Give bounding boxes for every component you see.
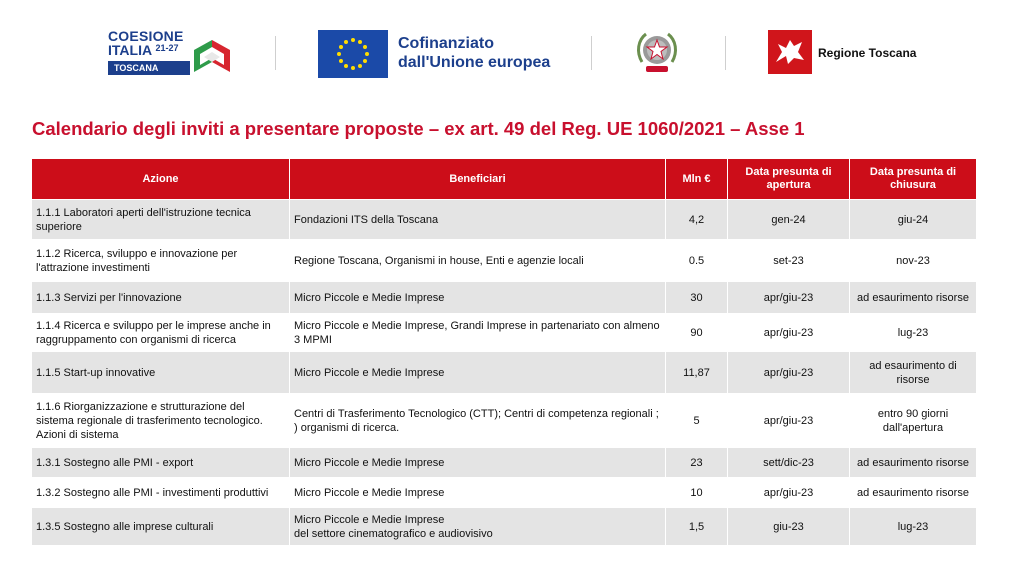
coesione-italia-text: ITALIA bbox=[108, 42, 152, 58]
cell-azione: 1.1.5 Start-up innovative bbox=[32, 352, 290, 394]
cell-beneficiari: Micro Piccole e Medie Imprese del settore cinematografico e audiovisivo bbox=[290, 508, 666, 546]
cell-azione: 1.3.5 Sostegno alle imprese culturali bbox=[32, 508, 290, 546]
cell-azione: 1.1.4 Ricerca e sviluppo per le imprese anche in raggruppamento con organismi di ricerca bbox=[32, 314, 290, 352]
cell-azione: 1.1.1 Laboratori aperti dell'istruzione tecnica superiore bbox=[32, 200, 290, 240]
cell-chiusura: entro 90 giorni dall'apertura bbox=[850, 394, 977, 448]
cell-mln: 11,87 bbox=[666, 352, 728, 394]
cell-chiusura: nov-23 bbox=[850, 240, 977, 282]
toscana-label: Regione Toscana bbox=[818, 46, 917, 60]
tricolor-cube-icon bbox=[186, 32, 238, 78]
cell-beneficiari: Micro Piccole e Medie Imprese bbox=[290, 478, 666, 508]
cell-chiusura: ad esaurimento risorse bbox=[850, 448, 977, 478]
regione-toscana-logo bbox=[768, 30, 928, 78]
eu-cofinanced-logo bbox=[318, 30, 558, 78]
table-row bbox=[32, 200, 977, 240]
cell-mln: 1,5 bbox=[666, 508, 728, 546]
coesione-italia-logo bbox=[108, 28, 238, 82]
cell-mln: 30 bbox=[666, 282, 728, 314]
cell-chiusura: ad esaurimento di risorse bbox=[850, 352, 977, 394]
logo-separator bbox=[725, 36, 726, 70]
cell-apertura: gen-24 bbox=[728, 200, 850, 240]
cell-mln: 5 bbox=[666, 394, 728, 448]
table-row bbox=[32, 448, 977, 478]
calendar-table bbox=[31, 158, 977, 546]
coesione-line1: COESIONE bbox=[108, 28, 184, 44]
eu-line1: Cofinanziato bbox=[398, 35, 494, 52]
cell-mln: 23 bbox=[666, 448, 728, 478]
eu-line2: dall'Unione europea bbox=[398, 54, 551, 71]
header-beneficiari: Beneficiari bbox=[290, 159, 666, 200]
cell-beneficiari: Centri di Trasferimento Tecnologico (CTT); Centri di competenza regionali ; ) organismi di ricerca. bbox=[290, 394, 666, 448]
cell-apertura: apr/giu-23 bbox=[728, 352, 850, 394]
cell-azione: 1.3.1 Sostegno alle PMI - export bbox=[32, 448, 290, 478]
cell-apertura: apr/giu-23 bbox=[728, 282, 850, 314]
table-row bbox=[32, 240, 977, 282]
table-row bbox=[32, 314, 977, 352]
header-azione: Azione bbox=[32, 159, 290, 200]
coesione-line2 bbox=[108, 42, 178, 58]
eu-flag-icon bbox=[318, 30, 388, 78]
italian-republic-emblem-icon bbox=[634, 28, 680, 78]
cell-beneficiari: Micro Piccole e Medie Imprese bbox=[290, 352, 666, 394]
cell-chiusura: ad esaurimento risorse bbox=[850, 282, 977, 314]
cell-apertura: set-23 bbox=[728, 240, 850, 282]
eu-text bbox=[398, 34, 550, 72]
cell-azione: 1.1.3 Servizi per l'innovazione bbox=[32, 282, 290, 314]
table-row bbox=[32, 282, 977, 314]
cell-chiusura: ad esaurimento risorse bbox=[850, 478, 977, 508]
cell-azione: 1.1.6 Riorganizzazione e strutturazione del sistema regionale di trasferimento tecnologico. Azioni di sistema bbox=[32, 394, 290, 448]
logo-separator bbox=[275, 36, 276, 70]
logo-separator bbox=[591, 36, 592, 70]
header-chiusura: Data presunta di chiusura bbox=[850, 159, 977, 200]
cell-apertura: giu-23 bbox=[728, 508, 850, 546]
cell-chiusura: lug-23 bbox=[850, 508, 977, 546]
cell-azione: 1.1.2 Ricerca, sviluppo e innovazione per l'attrazione investimenti bbox=[32, 240, 290, 282]
table-row bbox=[32, 352, 977, 394]
cell-mln: 10 bbox=[666, 478, 728, 508]
cell-chiusura: giu-24 bbox=[850, 200, 977, 240]
cell-mln: 90 bbox=[666, 314, 728, 352]
cell-apertura: apr/giu-23 bbox=[728, 478, 850, 508]
cell-beneficiari: Regione Toscana, Organismi in house, Enti e agenzie locali bbox=[290, 240, 666, 282]
logo-bar bbox=[0, 22, 1024, 84]
cell-beneficiari: Micro Piccole e Medie Imprese bbox=[290, 448, 666, 478]
cell-apertura: sett/dic-23 bbox=[728, 448, 850, 478]
coesione-badge: TOSCANA bbox=[108, 61, 190, 75]
cell-beneficiari: Micro Piccole e Medie Imprese bbox=[290, 282, 666, 314]
cell-apertura: apr/giu-23 bbox=[728, 394, 850, 448]
pegasus-icon bbox=[768, 30, 812, 74]
table-header-row bbox=[32, 159, 977, 200]
cell-azione: 1.3.2 Sostegno alle PMI - investimenti produttivi bbox=[32, 478, 290, 508]
header-mln: Mln € bbox=[666, 159, 728, 200]
cell-mln: 4,2 bbox=[666, 200, 728, 240]
cell-beneficiari: Micro Piccole e Medie Imprese, Grandi Imprese in partenariato con almeno 3 MPMI bbox=[290, 314, 666, 352]
table-row bbox=[32, 478, 977, 508]
page-title: Calendario degli inviti a presentare proposte – ex art. 49 del Reg. UE 1060/2021 – Asse 1 bbox=[32, 118, 805, 139]
cell-chiusura: lug-23 bbox=[850, 314, 977, 352]
header-apertura: Data presunta di apertura bbox=[728, 159, 850, 200]
coesione-years: 21-27 bbox=[155, 43, 179, 53]
cell-beneficiari: Fondazioni ITS della Toscana bbox=[290, 200, 666, 240]
cell-apertura: apr/giu-23 bbox=[728, 314, 850, 352]
table-row bbox=[32, 508, 977, 546]
cell-mln: 0.5 bbox=[666, 240, 728, 282]
table-row bbox=[32, 394, 977, 448]
